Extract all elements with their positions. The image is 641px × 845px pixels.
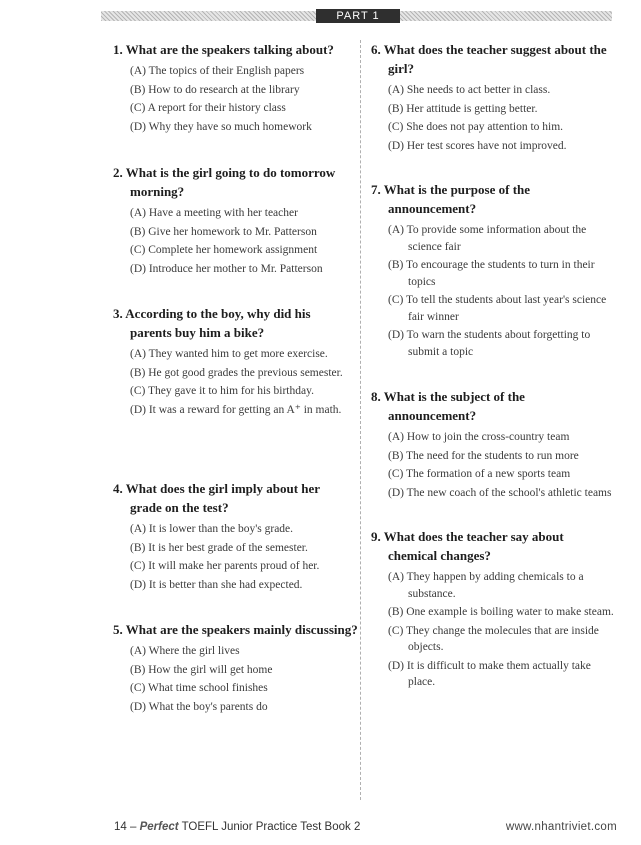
page-number: 14 –: [114, 821, 137, 833]
question-9: [371, 527, 616, 693]
option-a[interactable]: (A) Have a meeting with her teacher: [130, 207, 298, 219]
option-c[interactable]: (C) She does not pay attention to him.: [388, 121, 564, 133]
question-3: [113, 304, 353, 420]
option-b[interactable]: (B) Her attitude is getting better.: [388, 102, 538, 115]
brand-name: Perfect: [139, 821, 179, 833]
option-c[interactable]: (C) A report for their history class: [130, 102, 286, 114]
question-title: 9. What does the teacher say about chemical changes?: [371, 529, 564, 563]
option-list: [371, 569, 616, 691]
question-title: 3. According to the boy, why did his parents buy him a bike?: [113, 306, 311, 340]
question-title: 4. What does the girl imply about her grade on the test?: [113, 481, 320, 515]
option-list: [113, 521, 353, 593]
part-label: PART 1: [316, 9, 400, 23]
option-b[interactable]: (B) It is her best grade of the semester.: [130, 541, 308, 554]
option-list: [113, 643, 358, 715]
question-title: 5. What are the speakers mainly discussing?: [113, 622, 358, 637]
option-c[interactable]: (C) It will make her parents proud of her.: [130, 560, 320, 572]
column-divider: [360, 40, 361, 800]
option-list: [371, 429, 616, 501]
option-c[interactable]: (C) Complete her homework assignment: [130, 244, 318, 256]
option-d[interactable]: (D) The new coach of the school's athletic teams: [388, 486, 612, 499]
option-d[interactable]: (D) It was a reward for getting an A⁺ in math.: [130, 403, 342, 416]
question-1: [113, 40, 351, 137]
question-title: 2. What is the girl going to do tomorrow morning?: [113, 165, 336, 199]
question-title: 8. What is the subject of the announcement?: [371, 389, 525, 423]
option-c[interactable]: (C) They change the molecules that are inside objects.: [388, 624, 599, 653]
option-d[interactable]: (D) To warn the students about forgetting to submit a topic: [388, 329, 591, 358]
website-url: www.nhantriviet.com: [505, 821, 617, 833]
option-list: [113, 205, 351, 277]
option-c[interactable]: (C) What time school finishes: [130, 682, 268, 694]
question-title: 6. What does the teacher suggest about the girl?: [371, 42, 607, 76]
question-2: [113, 163, 351, 279]
option-a[interactable]: (A) The topics of their English papers: [130, 65, 305, 77]
question-5: [113, 620, 358, 717]
option-list: [113, 346, 353, 418]
option-list: [113, 63, 351, 135]
book-title: TOEFL Junior Practice Test Book 2: [181, 821, 361, 833]
option-a[interactable]: (A) They wanted him to get more exercise.: [130, 348, 328, 360]
option-b[interactable]: (B) The need for the students to run more: [388, 449, 579, 462]
option-b[interactable]: (B) How to do research at the library: [130, 83, 300, 96]
option-b[interactable]: (B) To encourage the students to turn in their topics: [388, 259, 595, 288]
option-b[interactable]: (B) Give her homework to Mr. Patterson: [130, 225, 317, 238]
option-list: [371, 82, 611, 154]
option-d[interactable]: (D) What the boy's parents do: [130, 700, 268, 713]
page-footer: [114, 821, 617, 837]
question-4: [113, 479, 353, 595]
option-a[interactable]: (A) She needs to act better in class.: [388, 84, 551, 96]
option-d[interactable]: (D) Introduce her mother to Mr. Patterson: [130, 262, 323, 275]
option-a[interactable]: (A) To provide some information about the science fair: [388, 224, 587, 253]
option-b[interactable]: (B) One example is boiling water to make steam.: [388, 606, 614, 618]
option-c[interactable]: (C) They gave it to him for his birthday.: [130, 385, 314, 397]
question-7: [371, 180, 611, 362]
option-list: [371, 222, 611, 360]
option-c[interactable]: (C) To tell the students about last year's science fair winner: [388, 294, 607, 323]
option-d[interactable]: (D) Her test scores have not improved.: [388, 139, 567, 152]
option-a[interactable]: (A) They happen by adding chemicals to a substance.: [388, 571, 584, 600]
option-d[interactable]: (D) Why they have so much homework: [130, 120, 312, 133]
option-d[interactable]: (D) It is difficult to make them actually take place.: [388, 659, 591, 688]
option-a[interactable]: (A) It is lower than the boy's grade.: [130, 523, 294, 535]
question-6: [371, 40, 611, 156]
option-a[interactable]: (A) Where the girl lives: [130, 645, 240, 657]
question-title: 1. What are the speakers talking about?: [113, 42, 334, 57]
option-b[interactable]: (B) He got good grades the previous semester.: [130, 366, 343, 379]
footer-book-info: [114, 821, 360, 833]
question-8: [371, 387, 616, 503]
option-c[interactable]: (C) The formation of a new sports team: [388, 468, 571, 480]
question-title: 7. What is the purpose of the announcement?: [371, 182, 531, 216]
option-a[interactable]: (A) How to join the cross-country team: [388, 431, 570, 443]
option-b[interactable]: (B) How the girl will get home: [130, 663, 273, 676]
option-d[interactable]: (D) It is better than she had expected.: [130, 578, 303, 591]
